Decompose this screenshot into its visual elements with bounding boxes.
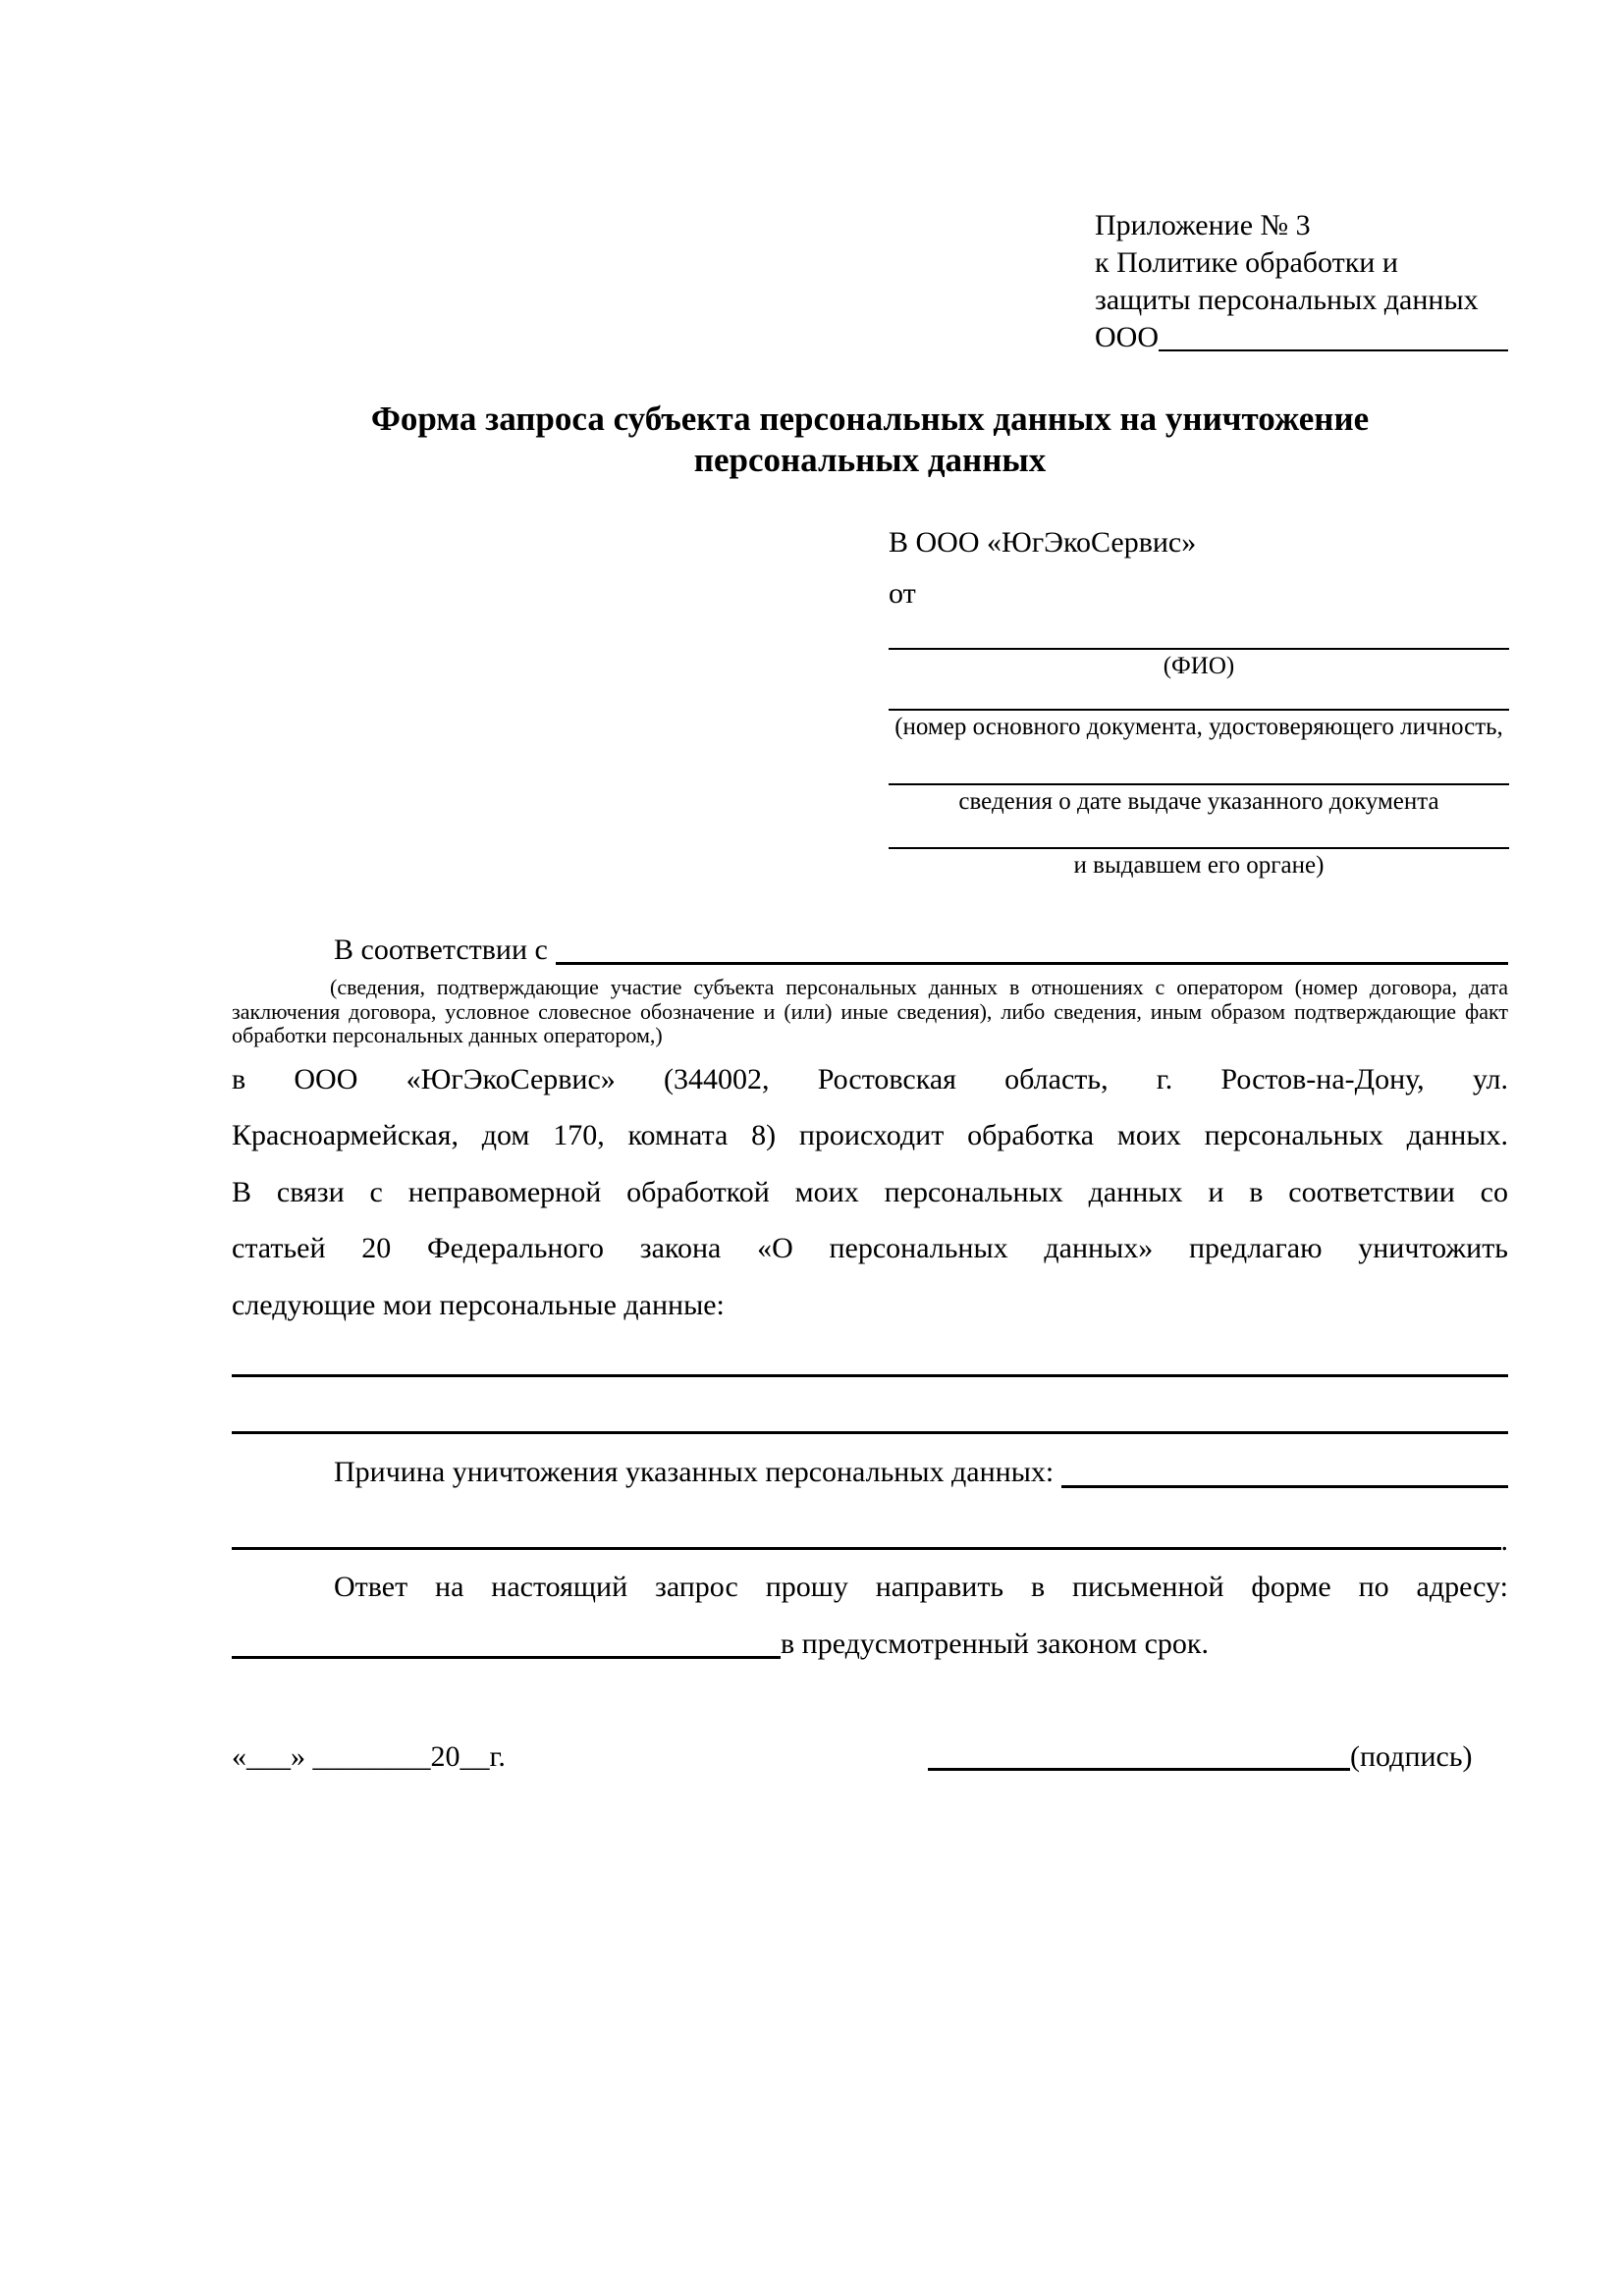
reply-line-1: Ответ на настоящий запрос прошу направить в письменной форме по адресу:: [334, 1571, 1508, 1603]
reason-blank-line[interactable]: [1061, 1485, 1508, 1488]
company-line: [1095, 319, 1508, 356]
body-line-2: Красноармейская, дом 170, комната 8) происходит обработка моих персональных данных.: [232, 1119, 1508, 1152]
accordance-blank-line[interactable]: [556, 962, 1508, 965]
signature-blank-line[interactable]: [928, 1768, 1350, 1771]
accordance-lead-row: [232, 929, 1508, 972]
appendix-line-3: защиты персональных данных: [1095, 284, 1479, 316]
body-line-1: в ООО «ЮгЭкоСервис» (344002, Ростовская область, г. Ростов-на-Дону, ул.: [232, 1063, 1508, 1095]
doc-number-blank-line[interactable]: [889, 709, 1509, 711]
body-line-5: следующие мои персональные данные:: [232, 1288, 725, 1321]
reply-tail: в предусмотренный законом срок.: [781, 1628, 1209, 1660]
appendix-block: [1095, 207, 1508, 356]
company-blank-line[interactable]: [1159, 349, 1508, 351]
accordance-note-line-3: обработки персональных данных оператором,): [232, 1023, 663, 1047]
form-title: [232, 399, 1508, 481]
from-label: от: [889, 577, 916, 610]
company-prefix: ООО: [1095, 321, 1159, 353]
doc-number-caption: (номер основного документа, удостоверяющего личность,: [894, 714, 1503, 740]
data-blank-line-2[interactable]: [232, 1431, 1508, 1434]
body-line-3: В связи с неправомерной обработкой моих персональных данных и в соответствии со: [232, 1175, 1508, 1208]
accordance-note-line-2: заключения договора, условное словесное обозначение и (или) иные сведения), либо сведения, иным образом подтверждающие факт: [232, 998, 1508, 1024]
appendix-line-2: к Политике обработки и: [1095, 246, 1398, 279]
period-mark: .: [1500, 1524, 1508, 1557]
signature-group: [928, 1739, 1473, 1775]
footer-row: [232, 1739, 1508, 1781]
reason-row: [232, 1450, 1508, 1495]
reason-continuation-blank-line[interactable]: [232, 1547, 1501, 1550]
issuing-authority-blank-line[interactable]: [889, 847, 1509, 849]
accordance-note: [232, 976, 1508, 1048]
date-line: «___» ________20__г.: [232, 1740, 506, 1773]
signature-caption: (подпись): [1350, 1740, 1473, 1773]
form-title-line-1: Форма запроса субъекта персональных данных на уничтожение: [370, 400, 1370, 438]
addressee-block: [889, 528, 1509, 896]
fio-blank-line[interactable]: [889, 648, 1509, 650]
addressee-to: В ООО «ЮгЭкоСервис»: [889, 526, 1197, 559]
issue-date-blank-line[interactable]: [889, 783, 1509, 785]
fio-caption: (ФИО): [1163, 653, 1235, 679]
accordance-section: [232, 929, 1508, 1048]
form-title-line-2: персональных данных: [693, 441, 1047, 479]
reply-line-2: [232, 1622, 1508, 1667]
address-blank-line[interactable]: [232, 1656, 781, 1659]
reply-section: [232, 1565, 1508, 1667]
accordance-lead: В соответствии с: [334, 934, 548, 966]
body-paragraph: [232, 1051, 1508, 1333]
appendix-line-1: Приложение № 3: [1095, 209, 1311, 241]
reason-continuation-row: [232, 1522, 1508, 1561]
issuing-authority-caption: и выдавшем его органе): [1073, 852, 1325, 879]
accordance-note-line-1: (сведения, подтверждающие участие субъекта персональных данных в отношениях с оператором (номер договора, дата: [330, 975, 1508, 999]
reason-section: [232, 1450, 1508, 1495]
reason-label: Причина уничтожения указанных персональных данных:: [334, 1456, 1055, 1488]
data-blank-line-1[interactable]: [232, 1374, 1508, 1377]
issue-date-caption: сведения о дате выдаче указанного документа: [958, 788, 1439, 815]
body-line-4: статьей 20 Федерального закона «О персональных данных» предлагаю уничтожить: [232, 1232, 1508, 1265]
